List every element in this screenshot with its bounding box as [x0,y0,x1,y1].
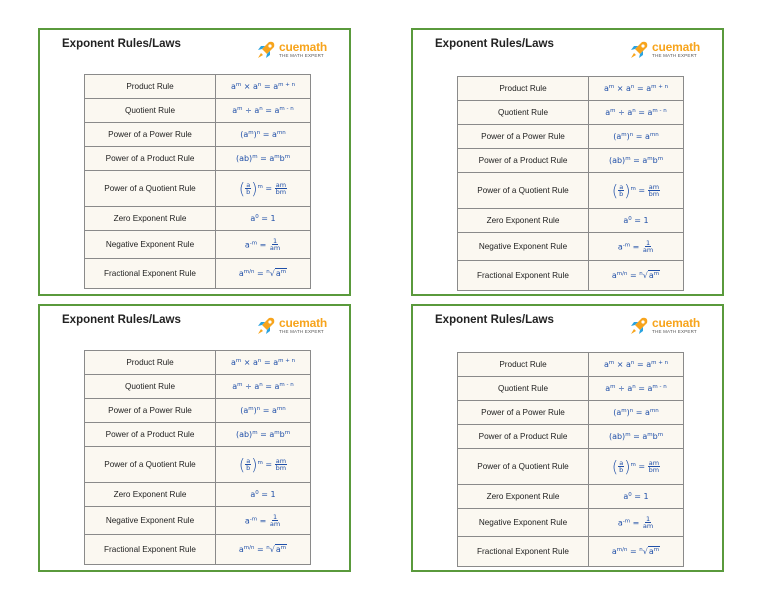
rule-formula: $(ab)^m = a^mb^m$ [216,423,311,447]
table-row [458,233,684,261]
table-row [85,351,311,375]
rule-formula: $a^{-m}$ = $\frac{1}{am}$ [216,231,311,259]
rules-table [84,74,311,289]
rule-name: Power of a Power Rule [458,401,589,425]
table-row [85,99,311,123]
table-row [458,261,684,291]
rule-name: Product Rule [458,77,589,101]
card-title: Exponent Rules/Laws [435,314,554,326]
rule-formula: $a^0 = 1$ [589,485,684,509]
rule-name: Fractional Exponent Rule [458,261,589,291]
table-row [458,537,684,567]
rule-name: Fractional Exponent Rule [85,535,216,565]
table-row [458,209,684,233]
table-row [458,173,684,209]
cuemath-logo [628,38,700,62]
rocket-icon [255,315,277,337]
table-row [85,171,311,207]
rule-name: Power of a Product Rule [85,147,216,171]
table-row [85,507,311,535]
rules-table [457,352,684,567]
card-title: Exponent Rules/Laws [435,38,554,50]
rule-name: Fractional Exponent Rule [458,537,589,567]
rocket-icon [628,315,650,337]
card-title: Exponent Rules/Laws [62,314,181,326]
rule-name: Power of a Quotient Rule [458,449,589,485]
table-row [85,447,311,483]
rocket-icon [628,39,650,61]
table-row [458,77,684,101]
rule-name: Quotient Rule [458,101,589,125]
rule-formula: $a^m \times a^n = a^{m + n}$ [216,351,311,375]
rule-name: Negative Exponent Rule [458,233,589,261]
rule-formula: $a^m \div a^n = a^{m - n}$ [216,99,311,123]
rule-name: Power of a Quotient Rule [85,447,216,483]
rule-name: Product Rule [85,75,216,99]
logo-name: cuemath [652,316,700,331]
cuemath-logo [255,314,327,338]
rule-formula: $a^{-m}$ = $\frac{1}{am}$ [589,509,684,537]
table-row [85,123,311,147]
logo-tagline: THE MATH EXPERT [652,329,697,335]
rule-name: Zero Exponent Rule [458,209,589,233]
table-row [458,401,684,425]
table-row [85,375,311,399]
rule-formula: $a^{m/n} = ^n√a^m$ [216,535,311,565]
rule-name: Zero Exponent Rule [458,485,589,509]
table-row [458,101,684,125]
cuemath-logo [255,38,327,62]
logo-tagline: THE MATH EXPERT [279,329,324,335]
rule-name: Power of a Product Rule [85,423,216,447]
rule-formula: $a^{m/n} = ^n√a^m$ [589,537,684,567]
rule-name: Product Rule [85,351,216,375]
table-row [458,149,684,173]
rule-name: Power of a Quotient Rule [85,171,216,207]
rule-formula: ( $\frac{a}{b}$ )$^m$ = $\frac{am}{bm}$ [589,173,684,209]
rule-formula: $(a^m)^n = a^{mn}$ [589,125,684,149]
table-row [85,231,311,259]
rule-formula: $a^0 = 1$ [589,209,684,233]
table-row [85,399,311,423]
rule-formula: $a^0 = 1$ [216,207,311,231]
logo-tagline: THE MATH EXPERT [652,53,697,59]
exponent-rules-card-4 [411,304,724,572]
rule-name: Zero Exponent Rule [85,207,216,231]
rule-name: Power of a Quotient Rule [458,173,589,209]
table-row [85,483,311,507]
rule-formula: $(a^m)^n = a^{mn}$ [216,399,311,423]
table-row [458,509,684,537]
rule-formula: $a^m \times a^n = a^{m + n}$ [589,77,684,101]
rule-name: Negative Exponent Rule [85,231,216,259]
table-row [85,147,311,171]
rule-name: Quotient Rule [458,377,589,401]
rules-table [457,76,684,291]
rule-name: Power of a Power Rule [85,123,216,147]
rule-formula: $a^{-m}$ = $\frac{1}{am}$ [216,507,311,535]
table-row [85,75,311,99]
card-title: Exponent Rules/Laws [62,38,181,50]
rule-formula: $(ab)^m = a^mb^m$ [589,425,684,449]
table-row [458,485,684,509]
rocket-icon [255,39,277,61]
rule-formula: $(a^m)^n = a^{mn}$ [216,123,311,147]
rule-formula: $a^m \div a^n = a^{m - n}$ [589,101,684,125]
table-row [85,423,311,447]
rules-table [84,350,311,565]
rule-name: Product Rule [458,353,589,377]
rule-name: Quotient Rule [85,99,216,123]
rule-formula: ( $\frac{a}{b}$ )$^m$ = $\frac{am}{bm}$ [216,171,311,207]
rule-formula: $(ab)^m = a^mb^m$ [216,147,311,171]
table-row [458,449,684,485]
rule-name: Quotient Rule [85,375,216,399]
rule-name: Power of a Product Rule [458,149,589,173]
table-row [458,125,684,149]
exponent-rules-card-2 [411,28,724,296]
rule-name: Power of a Power Rule [458,125,589,149]
exponent-rules-card-3 [38,304,351,572]
rule-formula: $a^{m/n} = ^n√a^m$ [216,259,311,289]
logo-name: cuemath [279,316,327,331]
logo-name: cuemath [652,40,700,55]
table-row [458,425,684,449]
rule-formula: ( $\frac{a}{b}$ )$^m$ = $\frac{am}{bm}$ [216,447,311,483]
table-row [85,535,311,565]
rule-name: Fractional Exponent Rule [85,259,216,289]
rule-formula: $a^m \div a^n = a^{m - n}$ [216,375,311,399]
rule-name: Negative Exponent Rule [85,507,216,535]
rule-formula: $(ab)^m = a^mb^m$ [589,149,684,173]
rule-name: Power of a Product Rule [458,425,589,449]
logo-tagline: THE MATH EXPERT [279,53,324,59]
rule-name: Power of a Power Rule [85,399,216,423]
table-row [85,207,311,231]
rule-formula: $a^m \times a^n = a^{m + n}$ [589,353,684,377]
cuemath-logo [628,314,700,338]
exponent-rules-card-1 [38,28,351,296]
logo-name: cuemath [279,40,327,55]
rule-name: Zero Exponent Rule [85,483,216,507]
table-row [458,353,684,377]
rule-formula: $a^{-m}$ = $\frac{1}{am}$ [589,233,684,261]
rule-formula: ( $\frac{a}{b}$ )$^m$ = $\frac{am}{bm}$ [589,449,684,485]
rule-formula: $a^0 = 1$ [216,483,311,507]
rule-formula: $(a^m)^n = a^{mn}$ [589,401,684,425]
rule-formula: $a^m \div a^n = a^{m - n}$ [589,377,684,401]
table-row [85,259,311,289]
table-row [458,377,684,401]
rule-name: Negative Exponent Rule [458,509,589,537]
rule-formula: $a^{m/n} = ^n√a^m$ [589,261,684,291]
rule-formula: $a^m \times a^n = a^{m + n}$ [216,75,311,99]
